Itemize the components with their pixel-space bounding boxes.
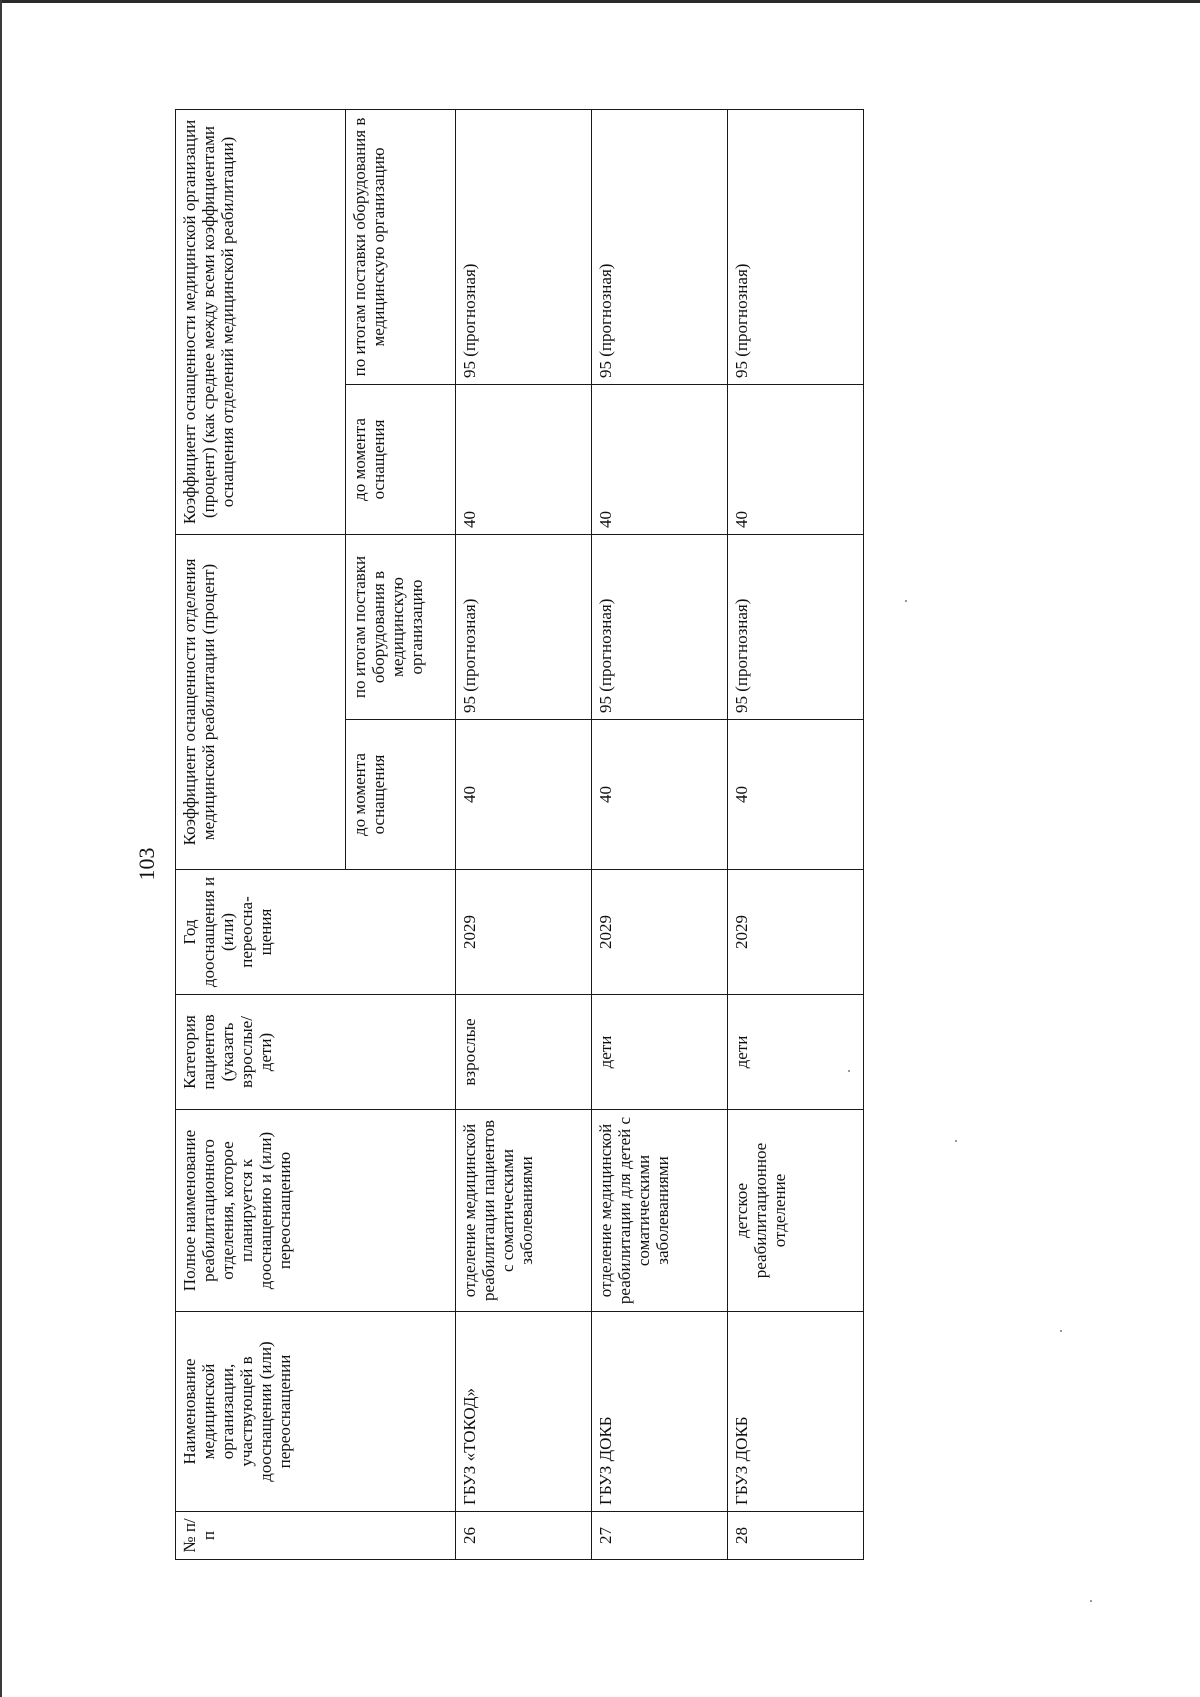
header-org-after: по итогам поставки оборудования в медицинскую организацию <box>346 109 456 384</box>
cell-org: ГБУЗ «ТОКОД» <box>456 1312 592 1512</box>
cell-org-after: 95 (прогнозная) <box>456 109 592 384</box>
cell-org-before: 40 <box>456 384 592 534</box>
scan-speck <box>848 1070 850 1072</box>
header-dept-after: по итогам поставки оборудования в медицинскую организацию <box>346 534 456 719</box>
header-dept: Полное наименование реабилитационного отделения, которое планируется к дооснащению и (или) переоснащению <box>176 1110 456 1312</box>
cell-org-before: 40 <box>728 384 864 534</box>
cell-category: взрослые <box>456 995 592 1110</box>
cell-org: ГБУЗ ДОКБ <box>592 1312 728 1512</box>
table-row <box>728 109 864 1559</box>
cell-num: 27 <box>592 1512 728 1560</box>
scan-speck <box>955 1140 957 1142</box>
cell-category: дети <box>728 995 864 1110</box>
cell-year: 2029 <box>728 870 864 995</box>
header-org-before: до момента оснащения <box>346 384 456 534</box>
header-coef-org: Коэффициент оснащенности медицинской организации (процент) (как среднее между всеми коэффициентами оснащения отделений медицинской реабилитации) <box>176 109 346 534</box>
cell-dept-after: 95 (прогнозная) <box>728 534 864 719</box>
cell-dept-before: 40 <box>728 720 864 870</box>
equipment-coefficient-table <box>175 109 864 1560</box>
scan-edge-left <box>0 0 2 1697</box>
cell-dept-after: 95 (прогнозная) <box>456 534 592 719</box>
cell-org-after: 95 (прогнозная) <box>592 109 728 384</box>
cell-num: 26 <box>456 1512 592 1560</box>
header-year: Год дооснащения и (или) переосна-щения <box>176 870 456 995</box>
header-dept-before: до момента оснащения <box>346 720 456 870</box>
cell-dept-after: 95 (прогнозная) <box>592 534 728 719</box>
cell-org-after: 95 (прогнозная) <box>728 109 864 384</box>
cell-dept: отделение медицинской реабилитации пациентов с соматическими заболеваниями <box>456 1110 592 1312</box>
rotated-table-wrapper <box>175 110 795 1560</box>
table-row <box>592 109 728 1559</box>
page-number: 103 <box>134 847 159 881</box>
scan-speck <box>905 600 907 602</box>
header-coef-dept: Коэффициент оснащенности отделения медицинской реабилитации (процент) <box>176 534 346 869</box>
cell-org-before: 40 <box>592 384 728 534</box>
cell-dept: детское реабилитационное отделение <box>728 1110 864 1312</box>
header-num: № п/п <box>176 1512 456 1560</box>
header-org: Наименование медицинской организации, участвующей в дооснащении (или) переоснащении <box>176 1312 456 1512</box>
cell-dept: отделение медицинской реабилитации для детей с соматическими заболеваниями <box>592 1110 728 1312</box>
cell-year: 2029 <box>592 870 728 995</box>
scan-speck <box>1060 1330 1062 1332</box>
header-row-main <box>176 109 346 1559</box>
cell-dept-before: 40 <box>592 720 728 870</box>
table-row <box>456 109 592 1559</box>
scan-edge-top <box>0 0 1200 3</box>
cell-num: 28 <box>728 1512 864 1560</box>
cell-category: дети <box>592 995 728 1110</box>
cell-dept-before: 40 <box>456 720 592 870</box>
header-category: Категория пациентов (указать взрослые/ дети) <box>176 995 456 1110</box>
cell-org: ГБУЗ ДОКБ <box>728 1312 864 1512</box>
cell-year: 2029 <box>456 870 592 995</box>
scan-speck <box>1090 1600 1092 1602</box>
